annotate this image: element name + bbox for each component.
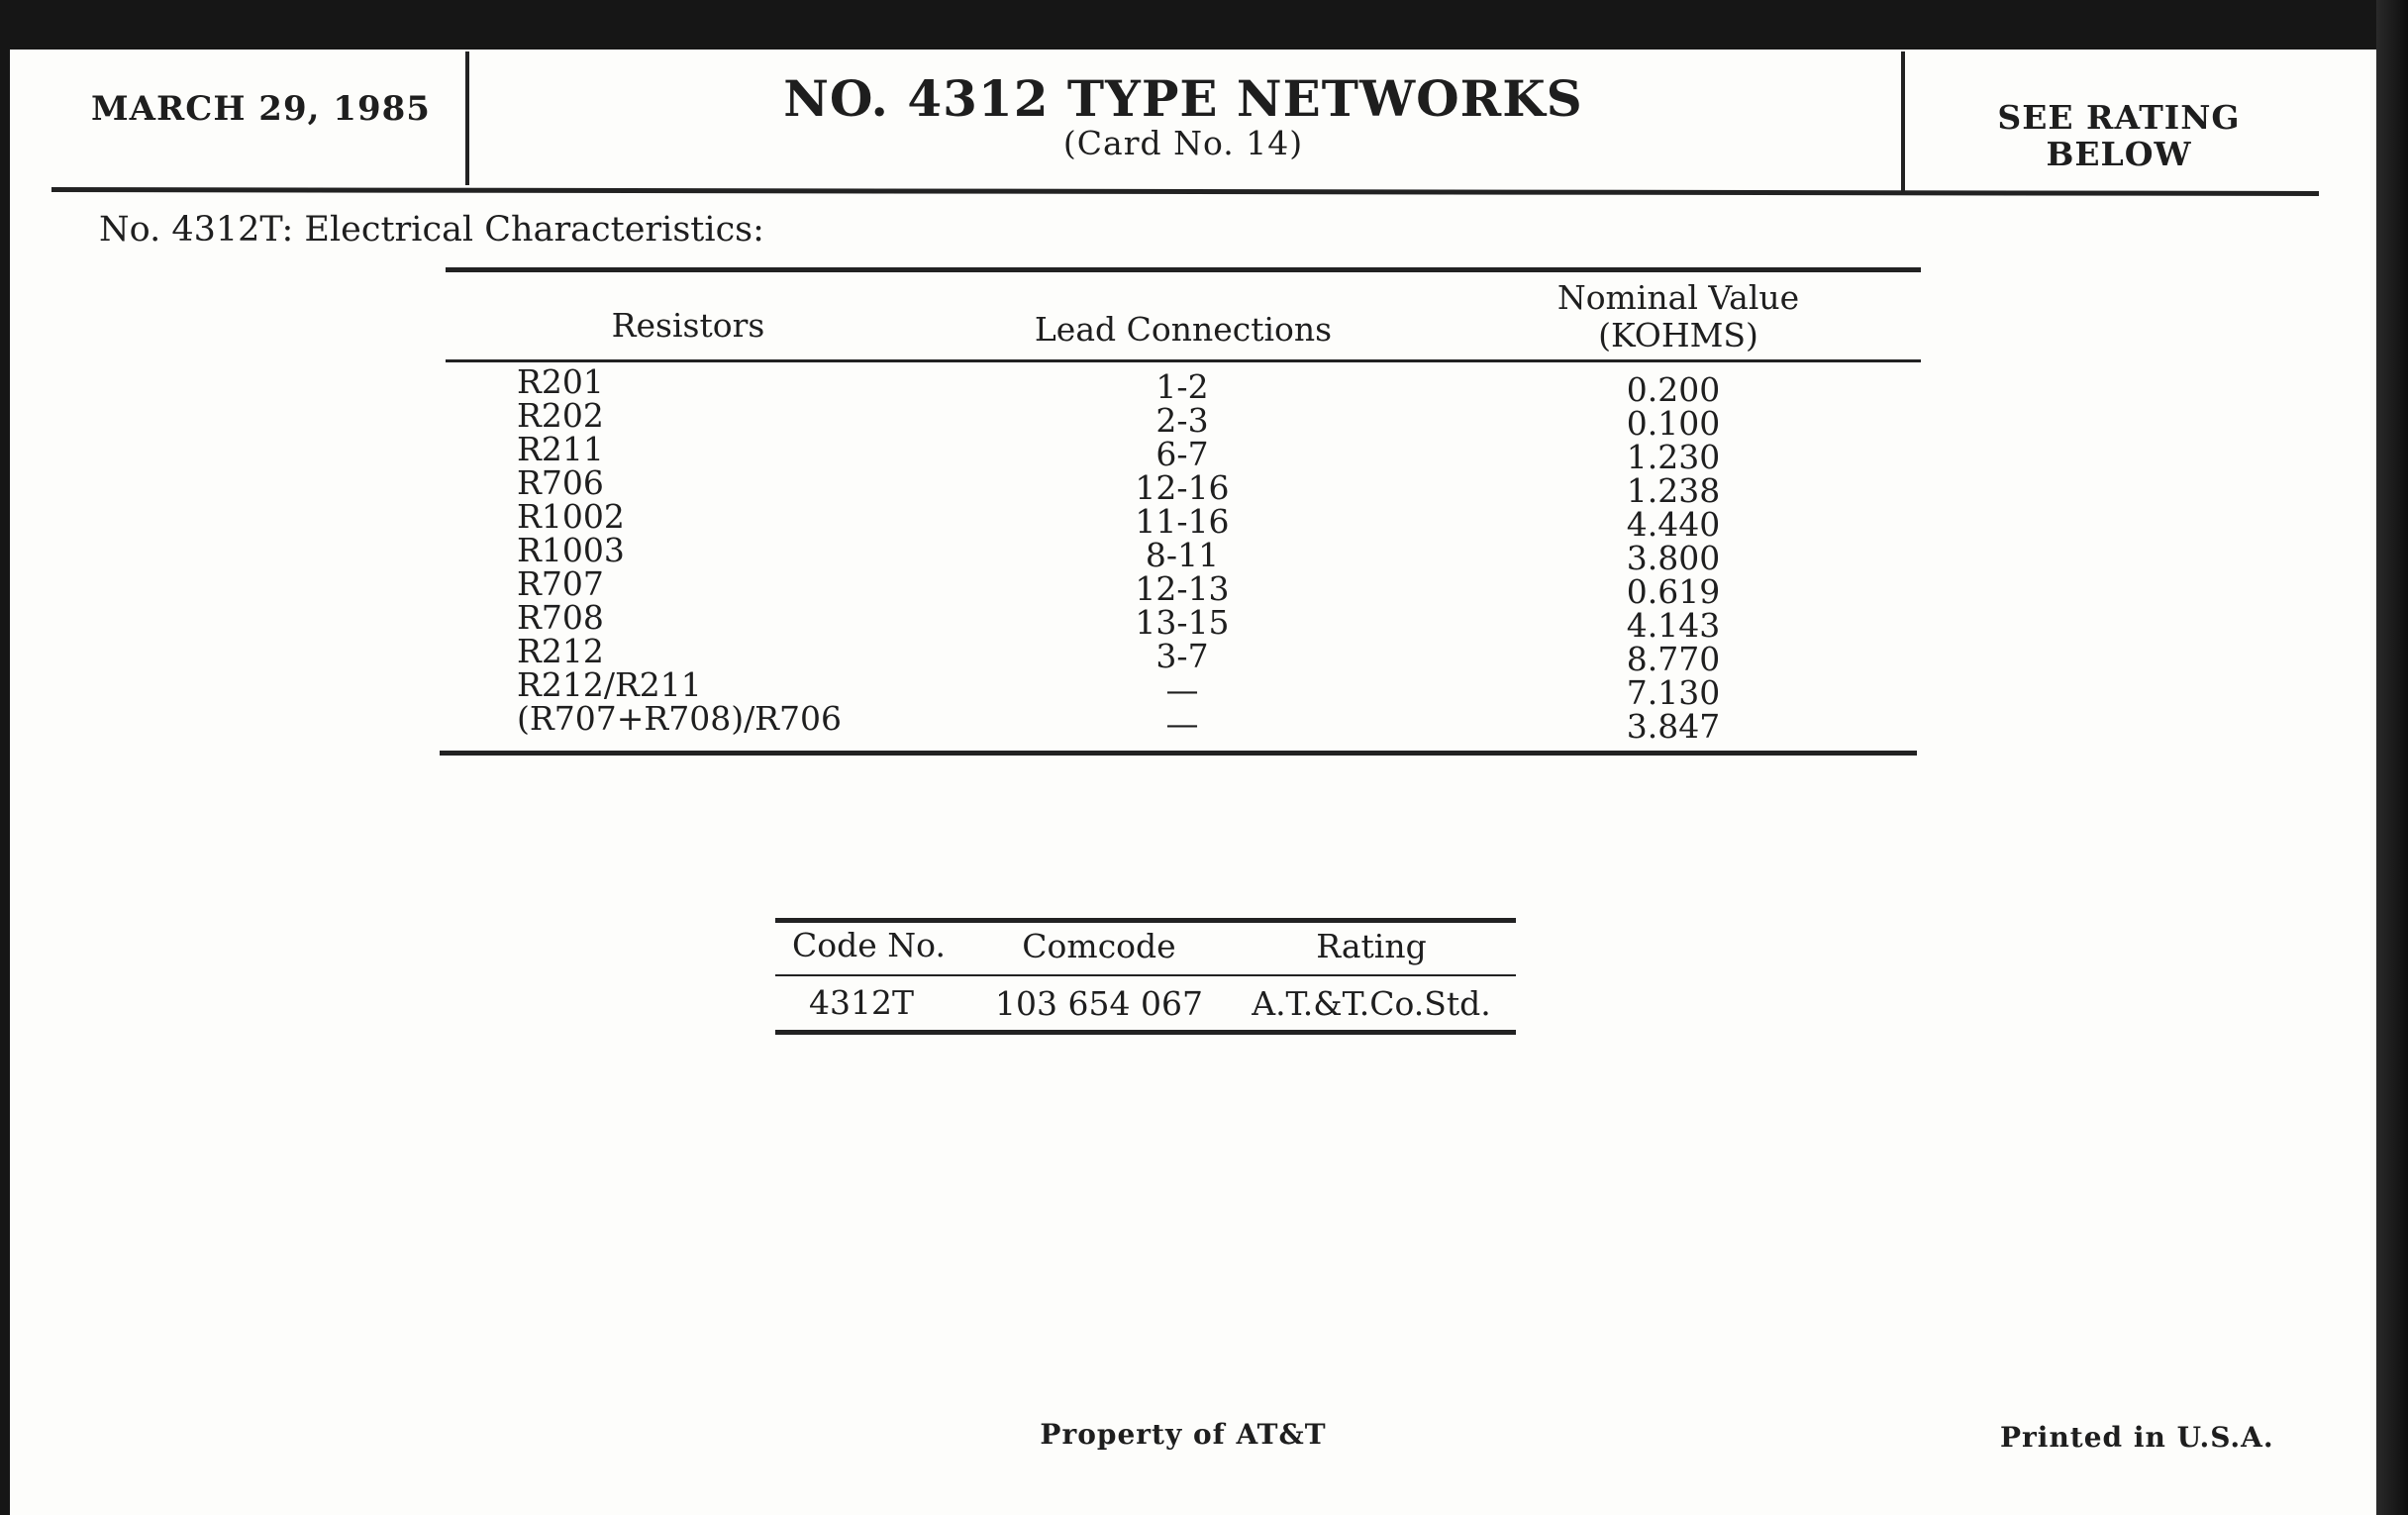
lead-cell: 3-7 — [1155, 637, 1209, 675]
resistor-cell: R212/R211 — [517, 665, 702, 704]
lead-cell: 11-16 — [1135, 502, 1230, 541]
table-top-rule — [446, 267, 1921, 272]
column-header-comcode: Comcode — [1022, 927, 1176, 965]
column-header-code-no: Code No. — [792, 926, 946, 964]
resistor-cell: R1002 — [517, 497, 625, 536]
resistor-cell: R707 — [517, 564, 604, 603]
lead-cell: 12-16 — [1135, 468, 1230, 507]
value-cell: 1.238 — [1626, 471, 1721, 510]
section-heading: No. 4312T: Electrical Characteristics: — [99, 210, 764, 250]
comcode-cell: 103 654 067 — [995, 984, 1203, 1023]
value-cell: 7.130 — [1626, 673, 1721, 712]
value-cell: 0.619 — [1626, 572, 1721, 611]
resistor-cell: (R707+R708)/R706 — [517, 699, 843, 738]
value-cell: 0.100 — [1626, 404, 1721, 443]
code-table-bottom-rule — [775, 1030, 1516, 1035]
resistor-cell: R201 — [517, 362, 604, 401]
nominal-value-label: Nominal Value — [1556, 278, 1800, 317]
value-cell: 3.847 — [1626, 707, 1721, 746]
table-bottom-rule — [440, 751, 1917, 756]
resistor-cell: R1003 — [517, 531, 625, 569]
header-rating-note — [1901, 99, 2337, 172]
nominal-value-unit: (KOHMS) — [1598, 316, 1758, 354]
value-cell: 4.143 — [1626, 606, 1721, 645]
value-cell: 0.200 — [1626, 370, 1721, 409]
footer-printed: Printed in U.S.A. — [2000, 1421, 2274, 1454]
page-title: NO. 4312 TYPE NETWORKS — [783, 69, 1583, 128]
lead-cell: 6-7 — [1155, 435, 1209, 473]
code-table-top-rule — [775, 918, 1516, 923]
code-table-header-rule — [775, 974, 1516, 976]
rating-note-line-1: SEE RATING — [1997, 98, 2241, 137]
header-date: MARCH 29, 1985 — [91, 89, 431, 129]
value-cell: 4.440 — [1626, 505, 1721, 544]
resistor-cell: R212 — [517, 632, 604, 670]
scan-edge — [2376, 0, 2408, 1515]
rating-cell: A.T.&T.Co.Std. — [1252, 984, 1491, 1023]
lead-cell: — — [1165, 670, 1199, 709]
table-header-rule — [446, 359, 1921, 362]
column-header-resistors: Resistors — [611, 306, 765, 345]
resistor-cell: R202 — [517, 396, 604, 435]
lead-cell: 8-11 — [1145, 536, 1220, 574]
column-header-lead-connections: Lead Connections — [1034, 310, 1333, 349]
value-cell: 3.800 — [1626, 539, 1721, 577]
resistor-cell: R706 — [517, 463, 604, 502]
lead-cell: — — [1165, 704, 1199, 743]
footer-property: Property of AT&T — [1040, 1418, 1327, 1451]
lead-cell: 1-2 — [1155, 367, 1209, 406]
rating-note-line-2: BELOW — [2046, 135, 2192, 173]
lead-cell: 2-3 — [1155, 401, 1209, 440]
value-cell: 8.770 — [1626, 640, 1721, 678]
resistor-cell: R211 — [517, 430, 604, 468]
code-no-cell: 4312T — [809, 983, 914, 1022]
lead-cell: 13-15 — [1135, 603, 1230, 642]
value-cell: 1.230 — [1626, 438, 1721, 476]
page-subtitle: (Card No. 14) — [1062, 124, 1304, 162]
lead-cell: 12-13 — [1135, 569, 1230, 608]
column-header-rating: Rating — [1316, 927, 1427, 965]
column-header-nominal-value — [1505, 279, 1852, 354]
resistor-cell: R708 — [517, 598, 604, 637]
